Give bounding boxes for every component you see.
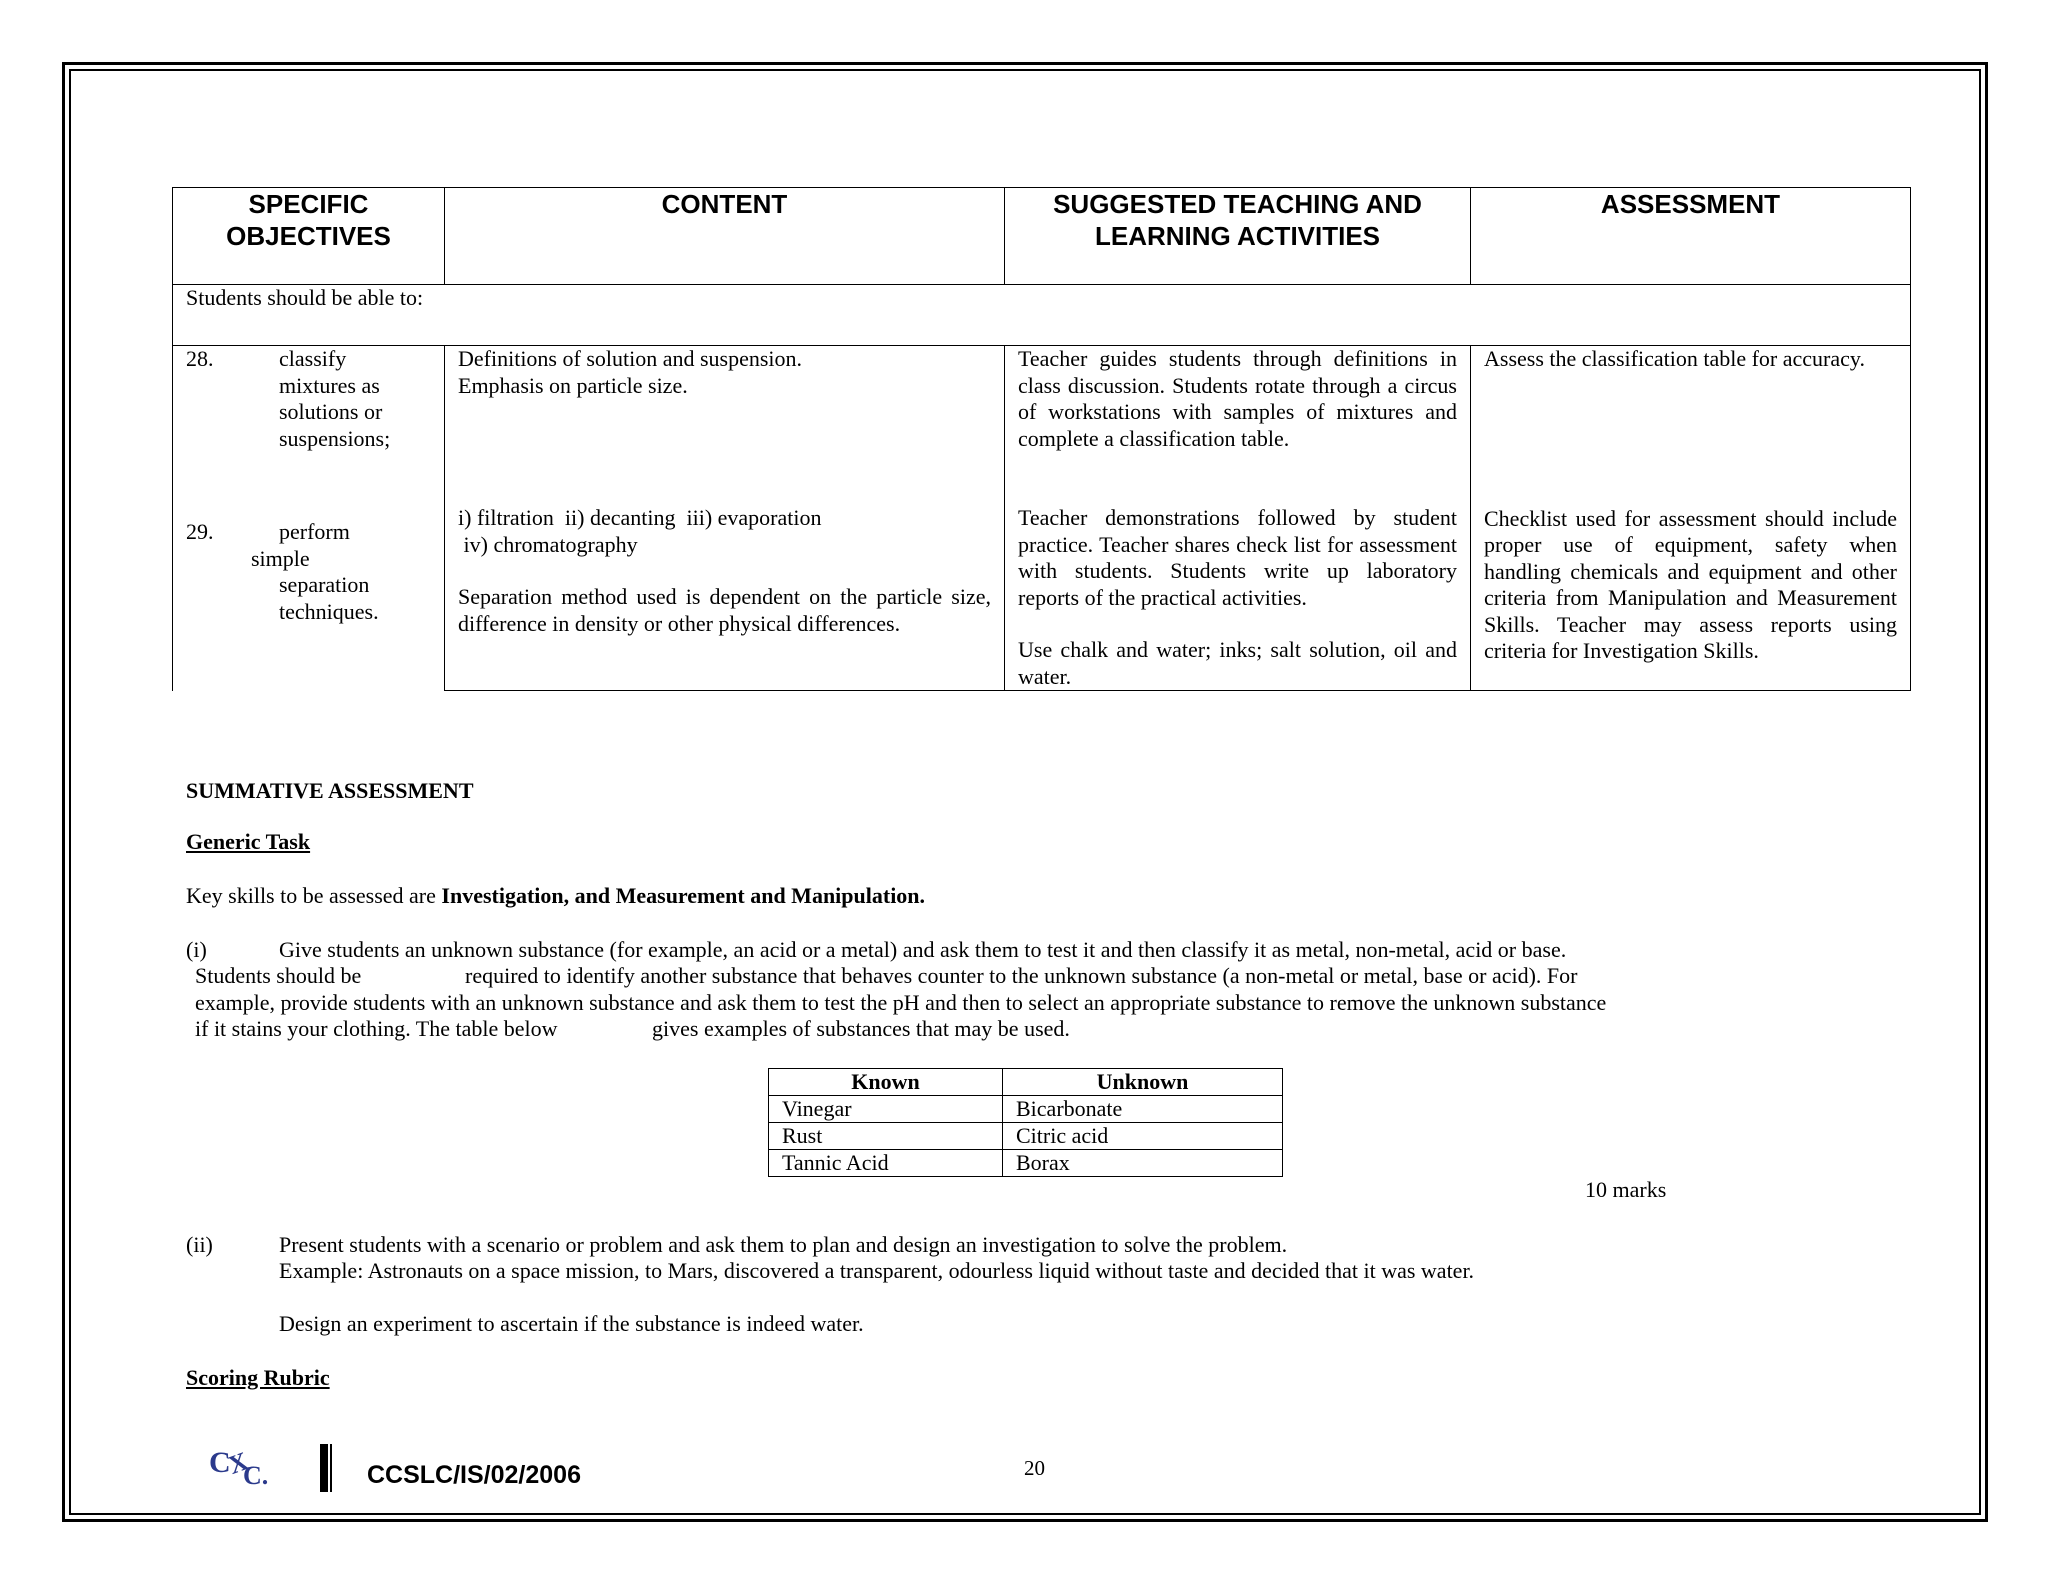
table-row xyxy=(769,1150,1283,1177)
marks-label: 10 marks xyxy=(1585,1177,1667,1202)
known-header: Known xyxy=(769,1069,1003,1096)
table-row xyxy=(769,1096,1283,1123)
unknown-cell: Citric acid xyxy=(1003,1123,1283,1150)
known-unknown-table xyxy=(768,1068,1283,1177)
item-i-line: gives examples of substances that may be used. xyxy=(652,1016,1070,1041)
content-line: iv) chromatography xyxy=(458,531,638,557)
footer-divider xyxy=(320,1444,332,1492)
assessment-cell xyxy=(1471,346,1911,691)
activities-text: Teacher demonstrations followed by student practice. Teacher shares check list for assessment with students. Students write up laboratory reports of the practical activities. xyxy=(1018,505,1457,610)
unknown-cell: Bicarbonate xyxy=(1003,1096,1283,1123)
objective-line: mixtures as xyxy=(279,372,380,398)
header-activities: SUGGESTED TEACHING AND LEARNING ACTIVITIES xyxy=(1005,188,1471,285)
item-i-line: example, provide students with an unknown substance and ask them to test the pH and then to select an appropriate substance to remove the unknown substance xyxy=(195,990,1607,1015)
content-cell xyxy=(445,346,1005,691)
svg-text:C.: C. xyxy=(243,1461,269,1488)
objective-line: solutions or xyxy=(279,399,383,424)
item-ii-line: Design an experiment to ascertain if the substance is indeed water. xyxy=(279,1311,864,1336)
header-specific-objectives: SPECIFIC OBJECTIVES xyxy=(173,188,445,285)
assessment-text: Assess the classification table for accuracy. xyxy=(1484,346,1865,371)
item-ii-line: Example: Astronauts on a space mission, to Mars, discovered a transparent, odourless liquid without taste and decided that it was water. xyxy=(279,1258,1475,1283)
objective-number: 28. xyxy=(186,346,214,371)
cxc-logo xyxy=(207,1444,279,1488)
known-cell: Rust xyxy=(769,1123,1003,1150)
svg-text:C: C xyxy=(209,1446,231,1479)
objective-line: classify xyxy=(279,346,347,371)
content-line: Emphasis on particle size. xyxy=(458,372,688,398)
table-row xyxy=(173,346,1911,691)
item-ii-label: (ii) xyxy=(186,1232,213,1257)
activities-text: Teacher guides students through definitions in class discussion. Students rotate through a circus of workstations with samples of mixtures and complete a classification table. xyxy=(1018,346,1457,451)
table-intro: Students should be able to: xyxy=(173,285,1911,346)
key-skills-line: Key skills to be assessed are Investigation, and Measurement and Manipulation. xyxy=(186,883,926,908)
unknown-header: Unknown xyxy=(1003,1069,1283,1096)
summative-heading: SUMMATIVE ASSESSMENT xyxy=(186,778,474,803)
known-cell: Vinegar xyxy=(769,1096,1003,1123)
header-assessment: ASSESSMENT xyxy=(1471,188,1911,285)
svg-text:X: X xyxy=(224,1446,252,1480)
objective-line: techniques. xyxy=(279,598,379,624)
generic-task-heading: Generic Task xyxy=(186,829,311,854)
table-row xyxy=(769,1123,1283,1150)
page-number: 20 xyxy=(1024,1456,1045,1480)
activities-text: Use chalk and water; inks; salt solution, oil and water. xyxy=(1018,637,1457,689)
objective-number: 29. xyxy=(186,519,214,544)
item-i-label: (i) xyxy=(186,937,207,962)
objective-line: perform xyxy=(279,519,350,544)
objective-line: suspensions; xyxy=(279,425,391,451)
content-line: Definitions of solution and suspension. xyxy=(458,346,803,371)
content-line: i) filtration ii) decanting iii) evaporation xyxy=(458,505,822,530)
header-content: CONTENT xyxy=(445,188,1005,285)
objective-line: separation xyxy=(279,572,370,597)
item-ii-line: Present students with a scenario or problem and ask them to plan and design an investigation to solve the problem. xyxy=(279,1232,1288,1257)
item-i-line: required to identify another substance that behaves counter to the unknown substance (a non-metal or metal, base or acid). For xyxy=(465,963,1578,988)
content-paragraph: Separation method used is dependent on the particle size, difference in density or other physical differences. xyxy=(458,584,991,636)
table-header-row xyxy=(173,188,1911,285)
assessment-text: Checklist used for assessment should include proper use of equipment, safety when handling chemicals and equipment and other criteria from Manipulation and Measurement Skills. Teacher may assess reports using criteria for Investigation Skills. xyxy=(1484,505,1897,663)
scoring-rubric-heading: Scoring Rubric xyxy=(186,1365,330,1390)
objective-cell xyxy=(173,346,445,691)
table-header-row xyxy=(769,1069,1283,1096)
objective-line: simple xyxy=(251,545,310,571)
unknown-cell: Borax xyxy=(1003,1150,1283,1177)
document-code: CCSLC/IS/02/2006 xyxy=(367,1461,581,1489)
item-i-line: Give students an unknown substance (for example, an acid or a metal) and ask them to test it and then classify it as metal, non-metal, acid or base. xyxy=(279,937,1567,962)
item-i-line: Students should be xyxy=(195,963,362,988)
known-cell: Tannic Acid xyxy=(769,1150,1003,1177)
curriculum-table xyxy=(172,187,1911,691)
item-i-line: if it stains your clothing. The table below xyxy=(195,1016,558,1041)
activities-cell xyxy=(1005,346,1471,691)
